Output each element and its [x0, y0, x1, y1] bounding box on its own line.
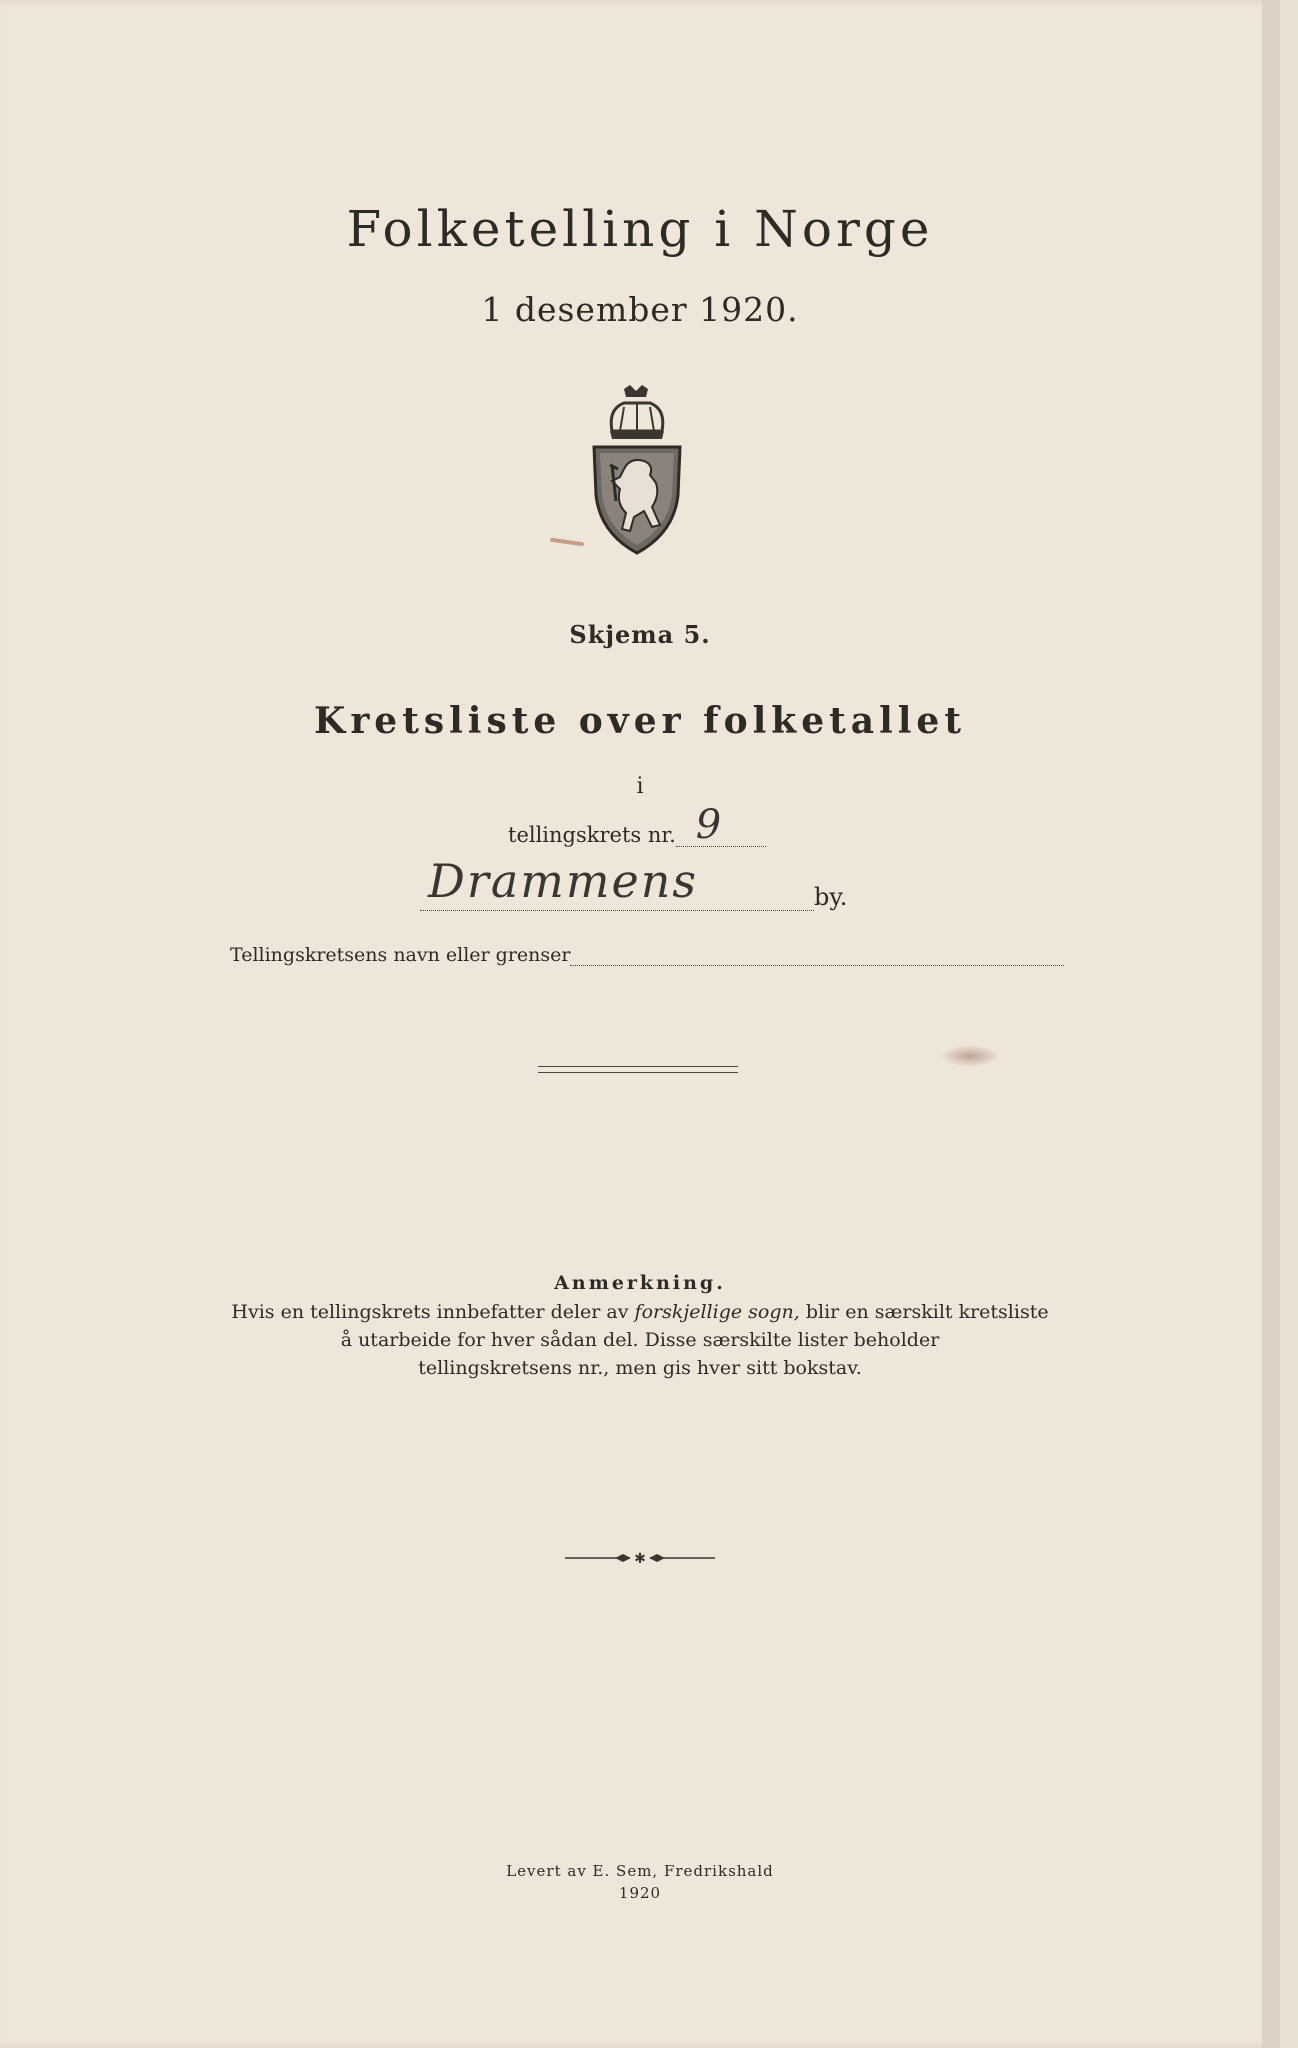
city-suffix: by.	[814, 883, 848, 911]
schema-number: Skjema 5.	[569, 620, 711, 649]
krets-number-line	[508, 802, 766, 848]
ornament-divider-icon	[565, 1550, 715, 1566]
printer-imprint	[0, 1860, 1280, 1904]
svg-text:✱: ✱	[634, 1551, 646, 1566]
printer-year: 1920	[618, 1884, 662, 1902]
krets-number-field[interactable]	[676, 802, 766, 848]
krets-label: tellingskrets nr.	[508, 823, 676, 847]
city-line	[420, 854, 848, 911]
page-title: Folketelling i Norge	[346, 200, 934, 258]
paper-stain	[940, 1045, 1000, 1067]
census-date: 1 desember 1920.	[481, 290, 799, 329]
grenser-line	[230, 944, 1064, 966]
ink-mark	[550, 538, 584, 547]
form-title: Kretsliste over folketallet	[314, 700, 966, 742]
grenser-label: Tellingskretsens navn eller grenser	[230, 944, 571, 966]
preposition-text: i	[636, 774, 644, 799]
note-heading: Anmerkning.	[554, 1272, 726, 1294]
city-value: Drammens	[428, 854, 698, 908]
double-rule-divider	[538, 1066, 738, 1073]
grenser-field[interactable]	[570, 945, 1064, 966]
note-line-3: tellingskretsens nr., men gis hver sitt bokstav.	[418, 1357, 862, 1379]
city-field[interactable]	[420, 854, 814, 911]
note-text	[0, 1298, 1280, 1382]
note-line-2: å utarbeide for hver sådan del. Disse særskilte lister beholder	[340, 1329, 940, 1351]
note-line-1: Hvis en tellingskrets innbefatter deler av forskjellige sogn, blir en særskilt kretsliste	[231, 1301, 1049, 1323]
printer-name: Levert av E. Sem, Fredrikshald	[506, 1862, 774, 1880]
norwegian-lion-coat-of-arms-icon	[590, 385, 684, 555]
krets-number-value: 9	[695, 802, 722, 848]
